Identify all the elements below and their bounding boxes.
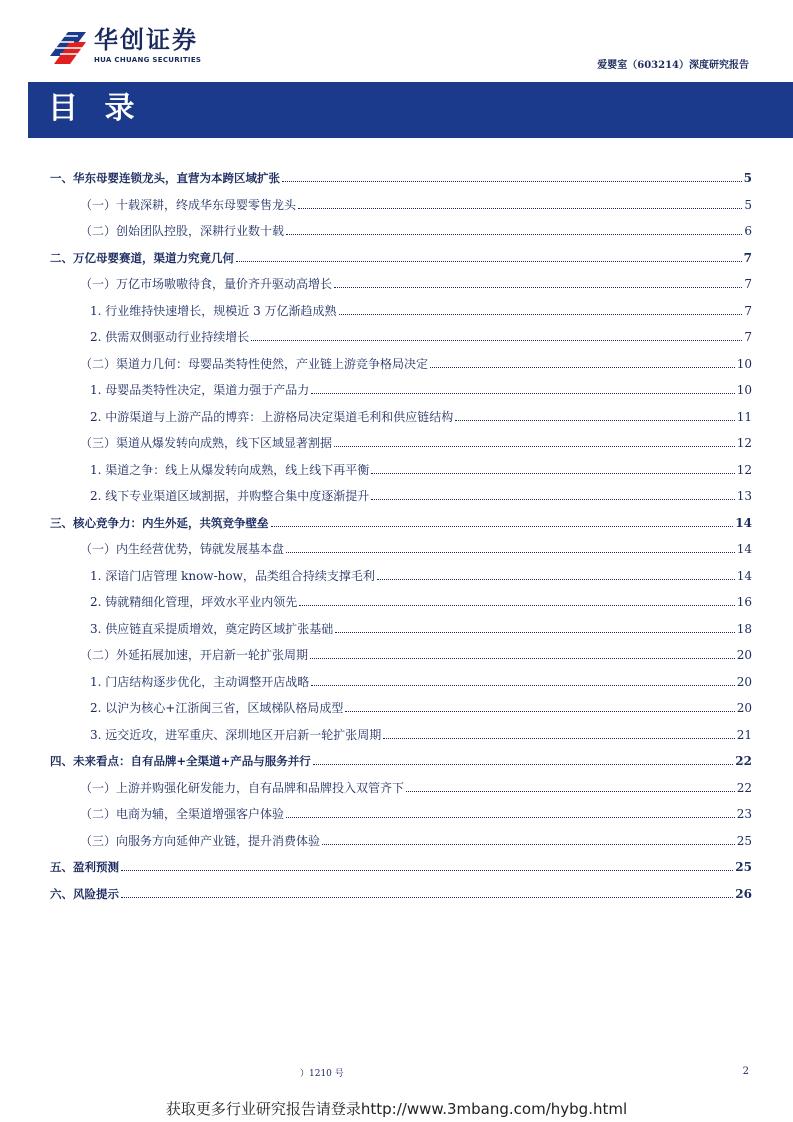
toc-entry-label: 二、万亿母婴赛道，渠道力究竟几何 xyxy=(50,250,234,265)
toc-leader-dots xyxy=(334,446,735,447)
toc-entry-page: 26 xyxy=(735,886,752,901)
toc-leader-dots xyxy=(335,632,734,633)
toc-entry[interactable] xyxy=(80,831,752,849)
toc-leader-dots xyxy=(286,234,742,235)
toc-entry[interactable] xyxy=(80,804,752,822)
footer-link[interactable]: 获取更多行业研究报告请登录http://www.3mbang.com/hybg.html xyxy=(165,1100,628,1118)
toc-entry-label: （二）渠道力几何：母婴品类特性使然，产业链上游竞争格局决定 xyxy=(80,356,429,371)
toc-title-bar xyxy=(28,82,793,138)
toc-entry-label: 2. 中游渠道与上游产品的博弈：上游格局决定渠道毛利和供应链结构 xyxy=(90,409,454,424)
toc-entry-label: 1. 门店结构逐步优化，主动调整开店战略 xyxy=(90,674,310,689)
toc-entry-page: 5 xyxy=(744,197,752,212)
toc-entry[interactable] xyxy=(50,857,752,875)
toc-entry-label: 三、核心竞争力：内生外延，共筑竞争壁垒 xyxy=(50,515,269,530)
toc-entry-label: （一）十载深耕，终成华东母婴零售龙头 xyxy=(80,197,297,212)
toc-entry[interactable] xyxy=(80,221,752,239)
toc-entry-page: 12 xyxy=(736,462,752,477)
toc-entry-page: 14 xyxy=(736,542,752,556)
toc-leader-dots xyxy=(377,579,735,580)
toc-leader-dots xyxy=(286,817,735,818)
toc-entry[interactable] xyxy=(80,195,752,213)
toc-leader-dots xyxy=(311,685,734,686)
toc-entry-label: 1. 深谙门店管理 know-how，品类组合持续支撑毛利 xyxy=(90,568,375,583)
toc-entry-page: 11 xyxy=(736,409,752,424)
toc-entry-label: 一、华东母婴连锁龙头，直营为本跨区域扩张 xyxy=(50,171,280,185)
toc-entry-label: 1. 行业维持快速增长，规模近 3 万亿渐趋成熟 xyxy=(90,303,337,318)
toc-entry-label: 1. 渠道之争：线上从爆发转向成熟，线上线下再平衡 xyxy=(90,462,370,477)
toc-entry-label: 3. 供应链直采提质增效，奠定跨区域扩张基础 xyxy=(90,621,334,636)
toc-leader-dots xyxy=(121,870,733,871)
toc-leader-dots xyxy=(345,711,734,712)
page-number: 2 xyxy=(742,1066,749,1077)
toc-entry[interactable] xyxy=(80,645,752,663)
toc-entry-label: （二）外延拓展加速，开启新一轮扩张周期 xyxy=(80,648,309,662)
toc-entry[interactable] xyxy=(90,619,752,637)
toc-entry[interactable] xyxy=(50,168,752,186)
toc-entry-page: 20 xyxy=(736,701,752,715)
toc-entry[interactable] xyxy=(80,778,752,796)
toc-entry[interactable] xyxy=(80,354,752,372)
toc-entry-page: 7 xyxy=(743,250,752,265)
toc-entry[interactable] xyxy=(90,486,752,504)
toc-entry-label: （二）电商为辅，全渠道增强客户体验 xyxy=(80,807,285,821)
toc-entry-page: 6 xyxy=(744,224,752,238)
toc-entry-page: 7 xyxy=(744,330,752,344)
toc-entry-label: （三）向服务方向延伸产业链，提升消费体验 xyxy=(80,833,321,848)
toc-leader-dots xyxy=(455,420,734,421)
toc-entry[interactable] xyxy=(50,884,752,902)
toc-entry-page: 7 xyxy=(744,303,752,318)
toc-entry-page: 10 xyxy=(736,356,752,371)
toc-entry-label: （二）创始团队控股，深耕行业数十载 xyxy=(80,224,285,238)
toc-entry[interactable] xyxy=(50,751,752,769)
toc-entry-label: 2. 铸就精细化管理，坪效水平业内领先 xyxy=(90,595,298,609)
toc-entry-label: （一）内生经营优势，铸就发展基本盘 xyxy=(80,542,285,556)
toc-leader-dots xyxy=(251,340,742,341)
toc-leader-dots xyxy=(298,208,742,209)
toc-entry-page: 7 xyxy=(744,277,752,291)
huachuang-logo-icon xyxy=(48,26,88,66)
toc-leader-dots xyxy=(334,287,742,288)
toc-entry[interactable] xyxy=(90,725,752,743)
toc-entry[interactable] xyxy=(80,539,752,557)
toc-leader-dots xyxy=(311,393,734,394)
brand-name-cn: 华创证券 xyxy=(94,26,198,54)
footer-note: ）1210 号 xyxy=(300,1069,344,1079)
toc-entry[interactable] xyxy=(90,407,752,425)
toc-entry-page: 13 xyxy=(736,489,752,503)
toc-entry[interactable] xyxy=(90,566,752,584)
toc-leader-dots xyxy=(383,738,734,739)
toc-entry-page: 21 xyxy=(736,727,752,742)
toc-leader-dots xyxy=(236,261,742,262)
toc-entry-page: 5 xyxy=(743,171,752,185)
toc-entry[interactable] xyxy=(80,274,752,292)
toc-leader-dots xyxy=(430,367,735,368)
toc-entry-page: 10 xyxy=(736,383,752,397)
toc-entry-page: 23 xyxy=(736,807,752,821)
toc-entry-label: （三）渠道从爆发转向成熟，线下区域显著割据 xyxy=(80,436,333,450)
toc-leader-dots xyxy=(286,552,735,553)
toc-entry[interactable] xyxy=(80,433,752,451)
toc-leader-dots xyxy=(339,314,743,315)
toc-entry-page: 25 xyxy=(736,833,752,848)
toc-entry-page: 25 xyxy=(735,860,752,874)
toc-leader-dots xyxy=(313,764,734,765)
toc-entry-label: 六、风险提示 xyxy=(50,886,119,901)
toc-entry-label: （一）上游并购强化研发能力，自有品牌和品牌投入双管齐下 xyxy=(80,780,405,795)
toc-leader-dots xyxy=(371,499,734,500)
toc-entry[interactable] xyxy=(90,698,752,716)
toc-entry-page: 22 xyxy=(735,754,752,768)
toc-entry[interactable] xyxy=(90,592,752,610)
toc-entry-page: 16 xyxy=(736,595,752,609)
toc-entry-label: 2. 以沪为核心+江浙闽三省，区域梯队格局成型 xyxy=(90,701,344,715)
toc-entry-label: （一）万亿市场嗷嗷待食，量价齐升驱动高增长 xyxy=(80,277,333,291)
toc-entry-label: 1. 母婴品类特性决定，渠道力强于产品力 xyxy=(90,383,310,397)
toc-entry-label: 四、未来看点：自有品牌+全渠道+产品与服务并行 xyxy=(50,754,311,768)
toc-leader-dots xyxy=(322,844,735,845)
toc-leader-dots xyxy=(406,791,735,792)
toc-entry-page: 20 xyxy=(736,674,752,689)
toc-entry-page: 14 xyxy=(736,568,752,583)
toc-leader-dots xyxy=(371,473,734,474)
toc-entry[interactable] xyxy=(90,460,752,478)
toc-entry[interactable] xyxy=(90,301,752,319)
toc-entry-label: 2. 供需双侧驱动行业持续增长 xyxy=(90,330,250,344)
toc-entry[interactable] xyxy=(50,248,752,266)
toc-title: 目 录 xyxy=(48,91,143,126)
toc-leader-dots xyxy=(121,897,733,898)
brand-name-en: HUA CHUANG SECURITIES xyxy=(94,56,202,64)
toc-entry-page: 20 xyxy=(736,648,752,662)
report-title: 爱婴室（603214）深度研究报告 xyxy=(597,60,749,71)
toc-leader-dots xyxy=(271,526,734,527)
toc-leader-dots xyxy=(282,181,742,182)
toc-entry-page: 18 xyxy=(736,621,752,636)
toc-entry-page: 22 xyxy=(736,780,752,795)
toc-entry-label: 3. 远交近攻，进军重庆、深圳地区开启新一轮扩张周期 xyxy=(90,727,382,742)
toc-entry-label: 2. 线下专业渠道区域割据，并购整合集中度逐渐提升 xyxy=(90,489,370,503)
toc-entry[interactable] xyxy=(90,380,752,398)
page-header xyxy=(0,0,793,82)
toc-entry-label: 五、盈利预测 xyxy=(50,860,119,874)
toc-entry[interactable] xyxy=(90,672,752,690)
toc-entry[interactable] xyxy=(50,513,752,531)
toc-entry-page: 14 xyxy=(735,515,752,530)
toc-entry[interactable] xyxy=(90,327,752,345)
toc-leader-dots xyxy=(310,658,735,659)
toc-entry-page: 12 xyxy=(736,436,752,450)
toc-leader-dots xyxy=(299,605,734,606)
